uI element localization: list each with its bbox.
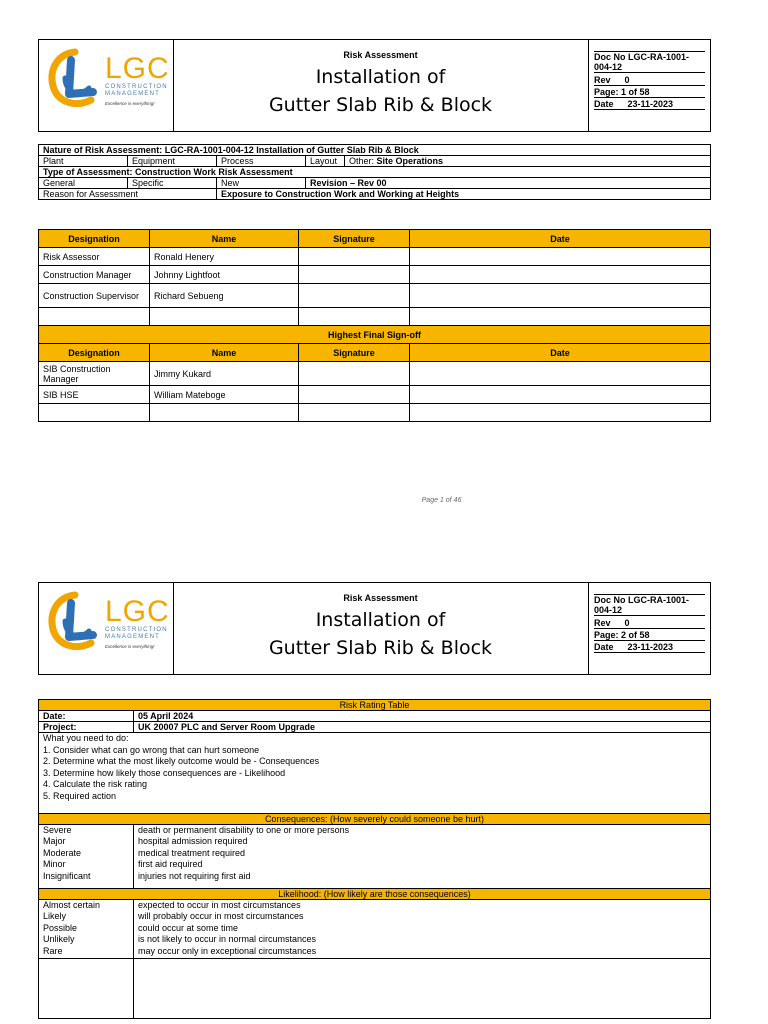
date-label: Date: <box>39 711 134 722</box>
doc-page: Page: 2 of 58 <box>594 630 705 641</box>
logo-subtitle: CONSTRUCTION MANAGEMENT <box>105 84 168 97</box>
reason-label: Reason for Assessment <box>39 189 217 200</box>
header-title-block <box>173 583 588 674</box>
doc-number: Doc No LGC-RA-1001- 004-12 <box>594 51 705 73</box>
consequence-descriptions <box>134 824 711 888</box>
list-item: 3. Determine how likely those consequences are - Likelihood <box>43 767 286 778</box>
list-item: 5. Required action <box>43 790 117 801</box>
category-row <box>39 156 711 167</box>
risk-rating-table <box>38 699 711 1019</box>
layout-cell: Layout <box>306 156 345 167</box>
designation-cell: Construction Manager <box>39 266 150 284</box>
logo-tagline: Excellence is everything! <box>105 644 155 649</box>
header-small-title: Risk Assessment <box>343 50 418 60</box>
lgc-logo-icon <box>45 591 105 653</box>
list-item: Unlikely <box>43 934 75 945</box>
date-cell[interactable] <box>410 362 711 386</box>
date-cell[interactable] <box>410 404 711 422</box>
list-item: Likely <box>43 911 67 922</box>
list-item: 2. Determine what the most likely outcome would be - Consequences <box>43 756 320 767</box>
col-signature: Signature <box>299 230 410 248</box>
logo-brand-text: LGC <box>105 595 170 628</box>
header-title-line2: Gutter Slab Rib & Block <box>268 94 493 116</box>
list-item: 4. Calculate the risk rating <box>43 779 148 790</box>
list-item: Moderate <box>43 847 82 858</box>
list-item: Severe <box>43 824 72 835</box>
empty-cell <box>134 958 711 1018</box>
header-title-block <box>173 40 588 131</box>
page-footer: Page 1 of 46 <box>421 497 462 504</box>
signature-cell[interactable] <box>299 404 410 422</box>
date-cell[interactable] <box>410 284 711 308</box>
revision-row <box>39 178 711 189</box>
col-name: Name <box>150 344 299 362</box>
header-small-title: Risk Assessment <box>343 593 418 603</box>
list-item: hospital admission required <box>138 836 248 847</box>
date-value: 05 April 2024 <box>134 711 711 722</box>
likelihood-descriptions <box>134 899 711 958</box>
name-cell: Jimmy Kukard <box>150 362 299 386</box>
name-cell <box>150 404 299 422</box>
table-row <box>39 404 711 422</box>
list-item: 1. Consider what can go wrong that can hurt someone <box>43 744 260 755</box>
consequence-levels <box>39 824 134 888</box>
header-title-line1: Installation of <box>315 609 446 631</box>
doc-info-block <box>588 583 710 674</box>
project-label: Project: <box>39 722 134 733</box>
designation-cell: SIB Construction Manager <box>39 362 150 386</box>
assessment-info-table <box>38 144 711 200</box>
date-cell[interactable] <box>410 386 711 404</box>
risk-rating-title: Risk Rating Table <box>39 700 711 711</box>
logo-brand-text: LGC <box>105 52 170 85</box>
signature-cell[interactable] <box>299 308 410 326</box>
date-cell[interactable] <box>410 248 711 266</box>
signature-cell[interactable] <box>299 386 410 404</box>
header-title-line2: Gutter Slab Rib & Block <box>268 637 493 659</box>
signature-cell[interactable] <box>299 284 410 308</box>
designation-cell <box>39 404 150 422</box>
final-signoff-title: Highest Final Sign-off <box>39 326 711 344</box>
doc-info-block <box>588 40 710 131</box>
col-designation: Designation <box>39 230 150 248</box>
type-of-assessment: Type of Assessment: Construction Work Risk Assessment <box>39 167 711 178</box>
date-cell[interactable] <box>410 266 711 284</box>
signature-cell[interactable] <box>299 248 410 266</box>
designation-cell: Risk Assessor <box>39 248 150 266</box>
name-cell: Richard Sebueng <box>150 284 299 308</box>
likelihood-title: Likelihood: (How likely are those consequences) <box>39 888 711 899</box>
header-title-line1: Installation of <box>315 66 446 88</box>
signoff-table <box>38 229 711 422</box>
document-header-page-2 <box>38 582 711 675</box>
reason-row <box>39 189 711 200</box>
col-date: Date <box>410 230 711 248</box>
name-cell: Ronald Henery <box>150 248 299 266</box>
list-item: Possible <box>43 922 78 933</box>
list-item: Almost certain <box>43 899 101 910</box>
specific-cell: Specific <box>128 178 217 189</box>
designation-cell: Construction Supervisor <box>39 284 150 308</box>
list-item: could occur at some time <box>138 922 239 933</box>
col-designation: Designation <box>39 344 150 362</box>
list-item: first aid required <box>138 859 203 870</box>
list-item: Rare <box>43 945 63 956</box>
list-item: expected to occur in most circumstances <box>138 899 301 910</box>
table-row <box>39 362 711 386</box>
list-item: is not likely to occur in normal circumstances <box>138 934 317 945</box>
table-row <box>39 284 711 308</box>
document-header-page-1 <box>38 39 711 132</box>
designation-cell: SIB HSE <box>39 386 150 404</box>
list-item: injuries not requiring first aid <box>138 870 251 881</box>
instructions-block <box>39 733 711 814</box>
lgc-logo-icon <box>45 48 105 110</box>
col-date: Date <box>410 344 711 362</box>
empty-cell <box>39 958 134 1018</box>
project-value: UK 20007 PLC and Server Room Upgrade <box>134 722 711 733</box>
company-logo <box>39 583 174 674</box>
consequences-title: Consequences: (How severely could someone be hurt) <box>39 813 711 824</box>
instructions-heading: What you need to do: <box>43 733 129 743</box>
doc-revision: Rev 0 <box>594 75 705 86</box>
process-cell: Process <box>217 156 306 167</box>
equipment-cell: Equipment <box>128 156 217 167</box>
doc-page: Page: 1 of 58 <box>594 87 705 98</box>
signature-cell[interactable] <box>299 266 410 284</box>
list-item: Major <box>43 836 66 847</box>
likelihood-levels <box>39 899 134 958</box>
list-item: may occur only in exceptional circumstances <box>138 945 317 956</box>
doc-date: Date 23-11-2023 <box>594 642 705 653</box>
reason-value: Exposure to Construction Work and Working at Heights <box>217 189 711 200</box>
doc-date: Date 23-11-2023 <box>594 99 705 110</box>
list-item: Minor <box>43 859 66 870</box>
doc-number: Doc No LGC-RA-1001- 004-12 <box>594 594 705 616</box>
col-name: Name <box>150 230 299 248</box>
list-item: will probably occur in most circumstances <box>138 911 304 922</box>
list-item: death or permanent disability to one or more persons <box>138 824 350 835</box>
table-row <box>39 308 711 326</box>
designation-cell <box>39 308 150 326</box>
list-item: Insignificant <box>43 870 91 881</box>
list-item: medical treatment required <box>138 847 246 858</box>
signature-cell[interactable] <box>299 362 410 386</box>
plant-cell: Plant <box>39 156 128 167</box>
company-logo <box>39 40 174 131</box>
doc-revision: Rev 0 <box>594 618 705 629</box>
nature-of-assessment: Nature of Risk Assessment: LGC-RA-1001-004-12 Installation of Gutter Slab Rib & Block <box>39 145 711 156</box>
name-cell: Johnny Lightfoot <box>150 266 299 284</box>
other-cell: Other: Site Operations <box>345 156 711 167</box>
table-row <box>39 248 711 266</box>
revision-cell: Revision – Rev 00 <box>306 178 711 189</box>
logo-subtitle: CONSTRUCTION MANAGEMENT <box>105 627 168 640</box>
name-cell: William Mateboge <box>150 386 299 404</box>
table-row <box>39 266 711 284</box>
col-signature: Signature <box>299 344 410 362</box>
date-cell[interactable] <box>410 308 711 326</box>
general-cell: General <box>39 178 128 189</box>
name-cell <box>150 308 299 326</box>
logo-tagline: Excellence is everything! <box>105 101 155 106</box>
new-cell: New <box>217 178 306 189</box>
table-row <box>39 386 711 404</box>
